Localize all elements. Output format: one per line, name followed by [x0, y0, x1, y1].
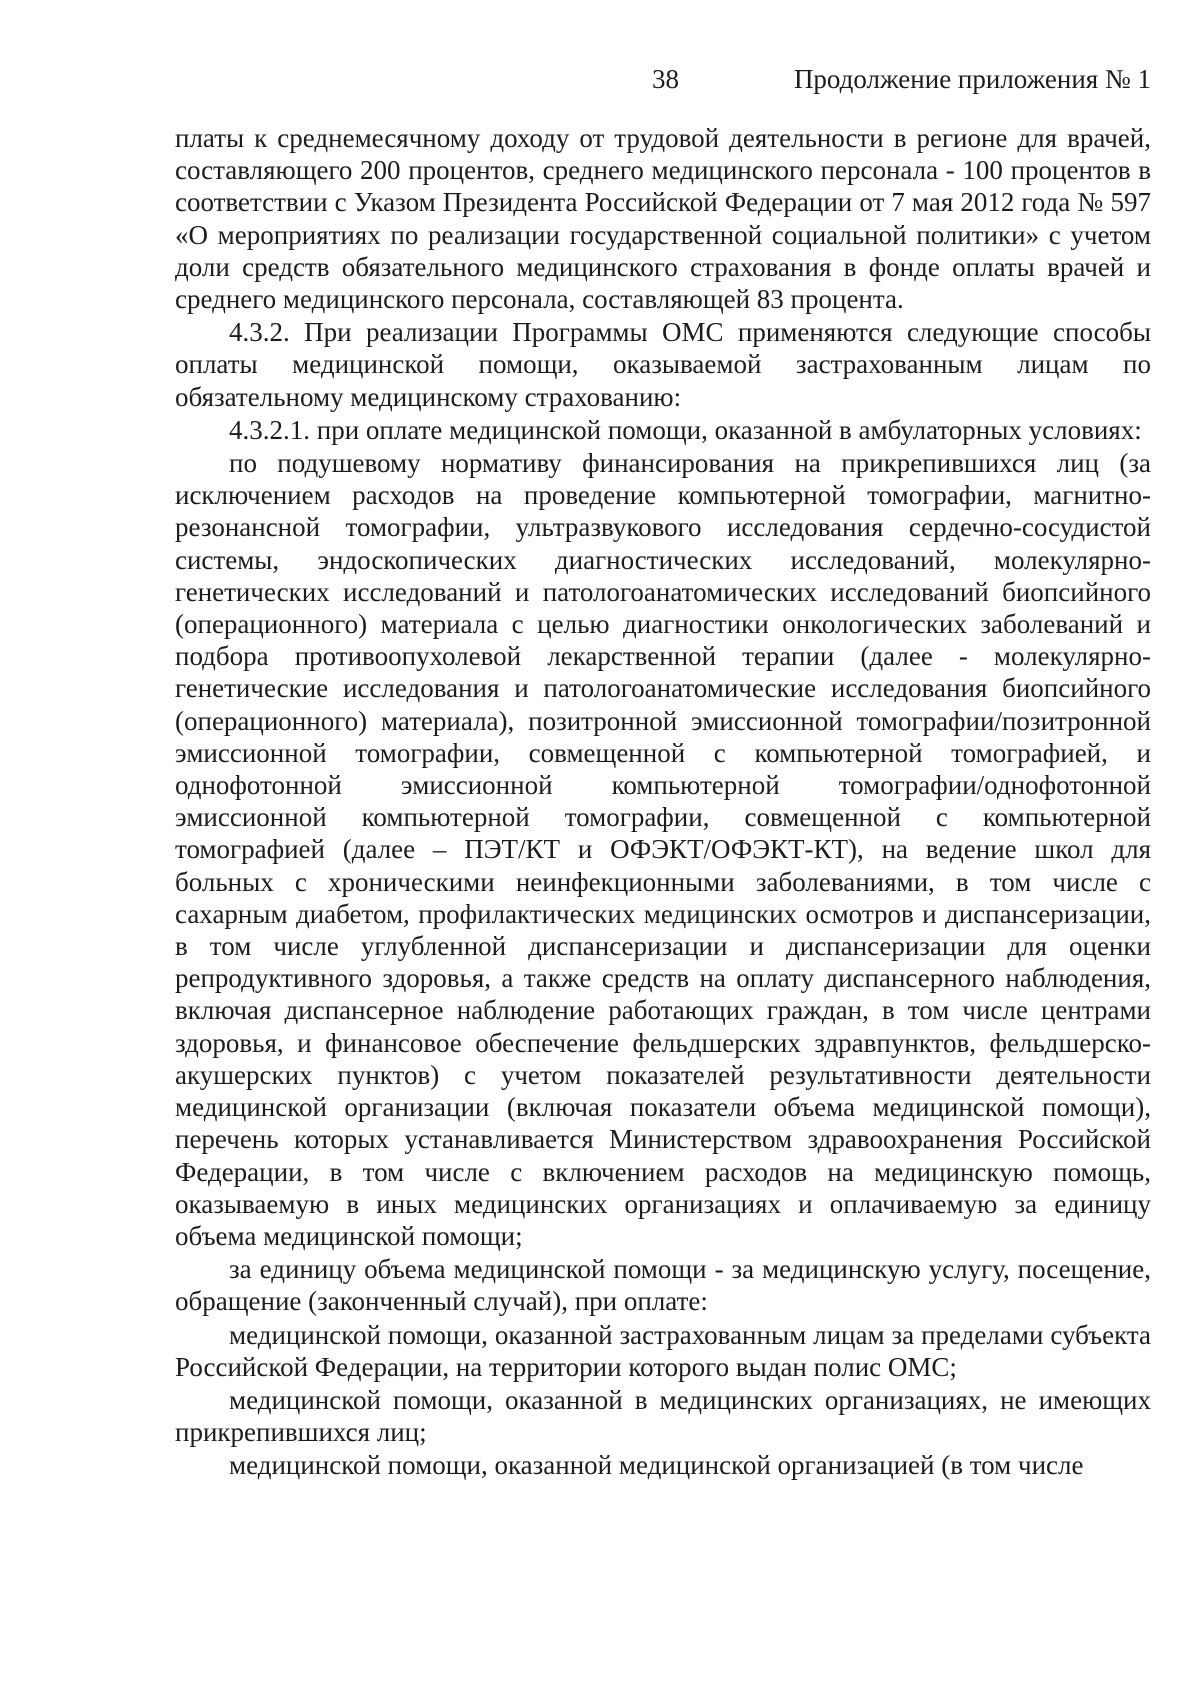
paragraph: за единицу объема медицинской помощи - за медицинскую услугу, посещение, обращение (законченный случай), при оплате: [175, 1254, 1151, 1317]
document-body [175, 122, 1151, 1483]
paragraph: по подушевому нормативу финансирования на прикрепившихся лиц (за исключением расходов на проведение компьютерной томографии, магнитно-резонансной томографии, ультразвукового исследования сердечно-сосудистой системы, эндоскопических диагностических исследований, молекулярно-генетических исследований и патологоанатомических исследований биопсийного (операционного) материала с целью диагностики онкологических заболеваний и подбора противоопухолевой лекарственной терапии (далее - молекулярно-генетические исследования и патологоанатомические исследования биопсийного (операционного) материала), позитронной эмиссионной томографии/позитронной эмиссионной томографии, совмещенной с компьютерной томографией, и однофотонной эмиссионной компьютерной томографии/однофотонной эмиссионной компьютерной томографии, совмещенной с компьютерной томографией (далее – ПЭТ/КТ и ОФЭКТ/ОФЭКТ-КТ), на ведение школ для больных с хроническими неинфекционными заболеваниями, в том числе с сахарным диабетом, профилактических медицинских осмотров и диспансеризации, в том числе углубленной диспансеризации и диспансеризации для оценки репродуктивного здоровья, а также средств на оплату диспансерного наблюдения, включая диспансерное наблюдение работающих граждан, в том числе центрами здоровья, и финансовое обеспечение фельдшерских здравпунктов, фельдшерско-акушерских пунктов) с учетом показателей результативности деятельности медицинской организации (включая показатели объема медицинской помощи), перечень которых устанавливается Министерством здравоохранения Российской Федерации, в том числе с включением расходов на медицинскую помощь, оказываемую в иных медицинских организациях и оплачиваемую за единицу объема медицинской помощи; [175, 448, 1151, 1251]
paragraph: медицинской помощи, оказанной медицинской организацией (в том числе [229, 1450, 1084, 1481]
page-number: 38 [652, 64, 679, 94]
appendix-continuation-title: Продолжение приложения № 1 [793, 64, 1151, 94]
paragraph: 4.3.2.1. при оплате медицинской помощи, оказанной в амбулаторных условиях: [229, 414, 1142, 445]
paragraph: 4.3.2. При реализации Программы ОМС применяются следующие способы оплаты медицинской помощи, оказываемой застрахованным лицам по обязательному медицинскому страхованию: [175, 317, 1151, 412]
paragraph: медицинской помощи, оказанной в медицинских организациях, не имеющих прикрепившихся лиц; [175, 1384, 1151, 1448]
paragraph: медицинской помощи, оказанной застрахованным лицам за пределами субъекта Российской Федерации, на территории которого выдан полис ОМС; [175, 1319, 1151, 1382]
page-header [0, 64, 1200, 104]
paragraph: платы к среднемесячному доходу от трудовой деятельности в регионе для врачей, составляющего 200 процентов, среднего медицинского персонала - 100 процентов в соответствии с Указом Президента Российской Федерации от 7 мая 2012 года № 597 «О мероприятиях по реализации государственной социальной политики» с учетом доли средств обязательного медицинского страхования в фонде оплаты врачей и среднего медицинского персонала, составляющей 83 процента. [175, 123, 1151, 315]
